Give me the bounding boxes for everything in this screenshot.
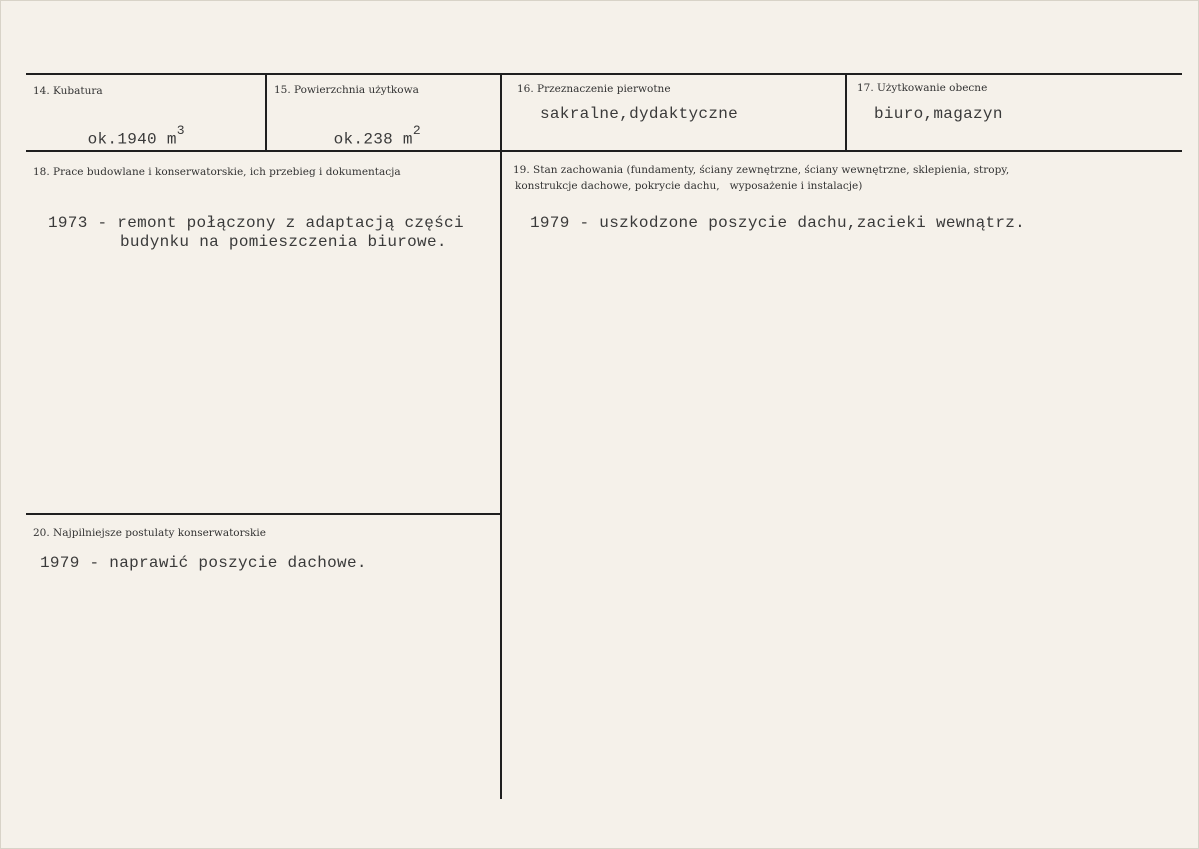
field-20-value: 1979 - naprawić poszycie dachowe. xyxy=(40,554,367,572)
field-19-label-line2: konstrukcje dachowe, pokrycie dachu, wyposażenie i instalacje) xyxy=(515,180,863,192)
field-16-value: sakralne,dydaktyczne xyxy=(540,105,739,123)
field-14-value xyxy=(48,104,185,169)
field-15-label: 15. Powierzchnia użytkowa xyxy=(274,84,419,96)
field-15-unit: 2 xyxy=(412,123,421,138)
field-20-label: 20. Najpilniejsze postulaty konserwatorskie xyxy=(33,527,266,539)
row-rule xyxy=(26,150,1182,152)
field-17-label: 17. Użytkowanie obecne xyxy=(857,82,988,94)
divider-14-15 xyxy=(265,75,267,150)
top-rule xyxy=(26,73,1182,75)
field-19-value: 1979 - uszkodzone poszycie dachu,zacieki wewnątrz. xyxy=(530,214,1026,232)
field-14-label: 14. Kubatura xyxy=(33,85,103,97)
field-15-text: ok.238 m xyxy=(333,130,413,149)
divider-16-17 xyxy=(845,75,847,150)
field-15-value xyxy=(294,104,421,169)
rule-18-20 xyxy=(26,513,500,515)
field-16-label: 16. Przeznaczenie pierwotne xyxy=(517,83,671,95)
divider-15-16 xyxy=(500,75,502,150)
field-18-line1: 1973 - remont połączony z adaptacją części xyxy=(48,214,464,232)
field-18-label: 18. Prace budowlane i konserwatorskie, ich przebieg i dokumentacja xyxy=(33,166,401,178)
field-18-line2: budynku na pomieszczenia biurowe. xyxy=(120,233,447,251)
field-14-text: ok.1940 m xyxy=(87,130,177,149)
field-14-unit: 3 xyxy=(176,123,185,138)
field-17-value: biuro,magazyn xyxy=(874,105,1003,123)
divider-main-vertical xyxy=(500,151,502,799)
field-19-label-line1: 19. Stan zachowania (fundamenty, ściany zewnętrzne, ściany wewnętrzne, sklepienia, stropy, xyxy=(513,164,1010,176)
